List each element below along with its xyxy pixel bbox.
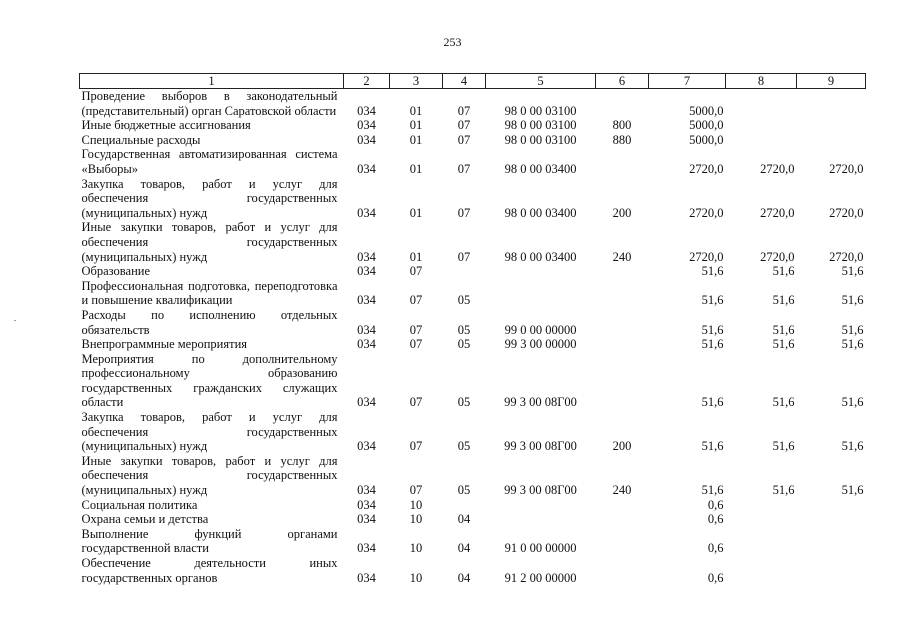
cell-amount-2 [726,118,797,133]
cell-section: 10 [409,512,423,527]
cell-section: 07 [409,293,423,308]
cell-amount-2: 51,6 [772,337,795,352]
header-col-5: 5 [486,74,596,89]
header-col-3: 3 [390,74,443,89]
cell-expense-type [596,147,649,176]
row-name: Специальные расходы [81,132,201,147]
cell-target-article: 91 2 00 00000 [504,570,577,585]
cell-target-article: 98 0 00 03100 [504,118,577,133]
table-row [80,220,866,264]
cell-admin-code: 034 [357,483,376,498]
cell-expense-type [596,512,649,527]
cell-target-article: 99 3 00 00000 [504,337,577,352]
cell-target-article: 91 0 00 00000 [504,541,577,556]
row-name: Социальная политика [81,497,198,512]
row-name: Иные бюджетные ассигнования [81,118,251,133]
row-name: Внепрограммные мероприятия [81,337,248,352]
table-row [80,133,866,148]
table-row [80,308,866,337]
cell-target-article: 99 3 00 08Г00 [504,395,577,410]
budget-table [79,73,866,585]
cell-admin-code: 034 [357,395,376,410]
cell-target-article: 98 0 00 03400 [504,205,577,220]
cell-subsection: 07 [457,249,471,264]
cell-amount-3: 51,6 [841,322,864,337]
cell-expense-type [596,556,649,585]
cell-amount-1: 0,6 [707,512,724,527]
cell-subsection: 04 [457,512,471,527]
header-col-6: 6 [596,74,649,89]
cell-subsection: 07 [457,161,471,176]
cell-amount-1: 51,6 [701,337,724,352]
cell-amount-2 [726,133,797,148]
cell-amount-3: 51,6 [841,395,864,410]
cell-amount-3 [797,512,866,527]
table-row [80,527,866,556]
cell-expense-type: 240 [612,483,632,498]
cell-amount-3 [797,89,866,119]
cell-expense-type [596,264,649,279]
row-name: Иные закупки товаров, работ и услуг для обеспечения государственных (муниципальных) нужд [81,220,338,264]
cell-subsection [443,498,486,513]
cell-section: 01 [409,205,423,220]
row-name: Закупка товаров, работ и услуг для обеспечения государственных (муниципальных) нужд [81,410,338,454]
cell-amount-1: 51,6 [701,439,724,454]
cell-expense-type [596,352,649,410]
cell-amount-3: 2720,0 [829,249,864,264]
table-row [80,177,866,221]
cell-target-article: 98 0 00 03100 [504,132,577,147]
row-name: Профессиональная подготовка, переподготовка и повышение квалификации [81,278,338,308]
cell-amount-1: 2720,0 [689,205,724,220]
cell-admin-code: 034 [357,103,376,118]
cell-subsection [443,264,486,279]
cell-target-article: 99 3 00 08Г00 [504,439,577,454]
cell-target-article: 98 0 00 03400 [504,161,577,176]
cell-amount-3 [797,118,866,133]
cell-amount-1: 51,6 [701,483,724,498]
header-col-9: 9 [797,74,866,89]
cell-target-article [486,279,596,308]
table-row [80,410,866,454]
table-row [80,352,866,410]
cell-target-article: 98 0 00 03400 [504,249,577,264]
cell-expense-type [596,498,649,513]
cell-subsection: 05 [457,395,471,410]
cell-subsection: 05 [457,322,471,337]
cell-admin-code: 034 [357,570,376,585]
cell-admin-code: 034 [357,161,376,176]
cell-expense-type: 200 [612,205,632,220]
cell-section: 01 [409,118,423,133]
cell-section: 07 [409,337,423,352]
cell-target-article: 98 0 00 03100 [504,103,577,118]
scan-artifact [14,320,16,321]
cell-section: 01 [409,161,423,176]
cell-target-article [486,264,596,279]
cell-amount-3: 51,6 [841,337,864,352]
cell-expense-type: 880 [612,132,632,147]
table-row [80,118,866,133]
cell-amount-3: 51,6 [841,293,864,308]
table-row [80,498,866,513]
cell-admin-code: 034 [357,322,376,337]
cell-admin-code: 034 [357,337,376,352]
cell-subsection: 04 [457,570,471,585]
cell-amount-2: 51,6 [772,483,795,498]
cell-amount-1: 51,6 [701,395,724,410]
row-name: Образование [81,264,151,279]
cell-section: 01 [409,132,423,147]
row-name: Расходы по исполнению отдельных обязательств [81,307,338,337]
cell-amount-2 [726,498,797,513]
cell-admin-code: 034 [357,205,376,220]
cell-expense-type [596,527,649,556]
cell-subsection: 07 [457,132,471,147]
cell-amount-2: 51,6 [772,293,795,308]
header-col-1: 1 [80,74,344,89]
header-col-8: 8 [726,74,797,89]
cell-subsection: 07 [457,205,471,220]
cell-amount-3: 2720,0 [829,205,864,220]
cell-section: 01 [409,249,423,264]
cell-amount-1: 5000,0 [689,132,724,147]
row-name: Проведение выборов в законодательный (представительный) орган Саратовской области [81,89,338,118]
row-name: Закупка товаров, работ и услуг для обеспечения государственных (муниципальных) нужд [81,176,338,220]
cell-amount-1: 2720,0 [689,249,724,264]
cell-subsection: 05 [457,483,471,498]
cell-amount-1: 51,6 [701,293,724,308]
cell-amount-2 [726,89,797,119]
cell-amount-1: 2720,0 [689,161,724,176]
cell-target-article: 99 3 00 08Г00 [504,483,577,498]
cell-admin-code: 034 [357,118,376,133]
header-col-2: 2 [344,74,390,89]
cell-section: 10 [409,570,423,585]
table-row [80,454,866,498]
cell-section: 10 [409,541,423,556]
cell-section: 07 [409,439,423,454]
cell-admin-code: 034 [357,132,376,147]
cell-expense-type: 800 [612,118,632,133]
row-name: Иные закупки товаров, работ и услуг для обеспечения государственных (муниципальных) нужд [81,453,338,498]
cell-amount-1: 51,6 [701,264,724,279]
cell-amount-2 [726,556,797,585]
table-row [80,89,866,119]
header-row [80,74,866,89]
cell-amount-3: 51,6 [841,439,864,454]
table-row [80,147,866,176]
cell-section: 07 [409,264,423,279]
cell-subsection: 04 [457,541,471,556]
cell-section: 07 [409,322,423,337]
row-name: Выполнение функций органами государственной власти [81,526,338,556]
cell-amount-2: 2720,0 [760,249,795,264]
table-row [80,556,866,585]
cell-amount-2: 2720,0 [760,161,795,176]
cell-amount-2: 51,6 [772,322,795,337]
cell-amount-3: 51,6 [841,264,864,279]
cell-amount-1: 5000,0 [689,103,724,118]
cell-amount-2: 2720,0 [760,205,795,220]
row-name: Обеспечение деятельности иных государственных органов [81,556,338,585]
cell-amount-3 [797,556,866,585]
page-number: 253 [443,35,462,49]
cell-admin-code: 034 [357,497,376,512]
table-row [80,264,866,279]
cell-amount-1: 51,6 [701,322,724,337]
cell-expense-type [596,308,649,337]
cell-expense-type: 240 [612,249,632,264]
cell-expense-type [596,279,649,308]
row-name: Мероприятия по дополнительному профессиональному образованию государственных гражданских служащих области [81,351,338,410]
cell-amount-2 [726,527,797,556]
cell-subsection: 07 [457,118,471,133]
cell-admin-code: 034 [357,264,376,279]
cell-amount-1: 0,6 [707,570,724,585]
cell-amount-3: 2720,0 [829,161,864,176]
table-row [80,279,866,308]
cell-amount-3 [797,498,866,513]
cell-admin-code: 034 [357,512,376,527]
row-name: Охрана семьи и детства [81,512,209,527]
cell-amount-1: 0,6 [707,497,724,512]
cell-expense-type [596,337,649,352]
cell-amount-3 [797,527,866,556]
cell-expense-type [596,89,649,119]
cell-subsection: 05 [457,293,471,308]
table-row [80,337,866,352]
cell-subsection: 05 [457,337,471,352]
cell-expense-type: 200 [612,439,632,454]
cell-section: 07 [409,483,423,498]
cell-admin-code: 034 [357,541,376,556]
cell-admin-code: 034 [357,439,376,454]
header-col-4: 4 [443,74,486,89]
cell-amount-3: 51,6 [841,483,864,498]
row-name: Государственная автоматизированная система «Выборы» [81,147,338,176]
cell-amount-1: 0,6 [707,541,724,556]
cell-amount-3 [797,133,866,148]
cell-amount-2: 51,6 [772,264,795,279]
cell-amount-1: 5000,0 [689,118,724,133]
cell-subsection: 07 [457,103,471,118]
header-col-7: 7 [649,74,726,89]
cell-target-article [486,498,596,513]
cell-subsection: 05 [457,439,471,454]
cell-admin-code: 034 [357,293,376,308]
cell-target-article [486,512,596,527]
cell-section: 01 [409,103,423,118]
cell-section: 07 [409,395,423,410]
table-row [80,512,866,527]
cell-amount-2: 51,6 [772,439,795,454]
cell-amount-2 [726,512,797,527]
cell-admin-code: 034 [357,249,376,264]
cell-section: 10 [409,497,423,512]
cell-target-article: 99 0 00 00000 [504,322,577,337]
cell-amount-2: 51,6 [772,395,795,410]
